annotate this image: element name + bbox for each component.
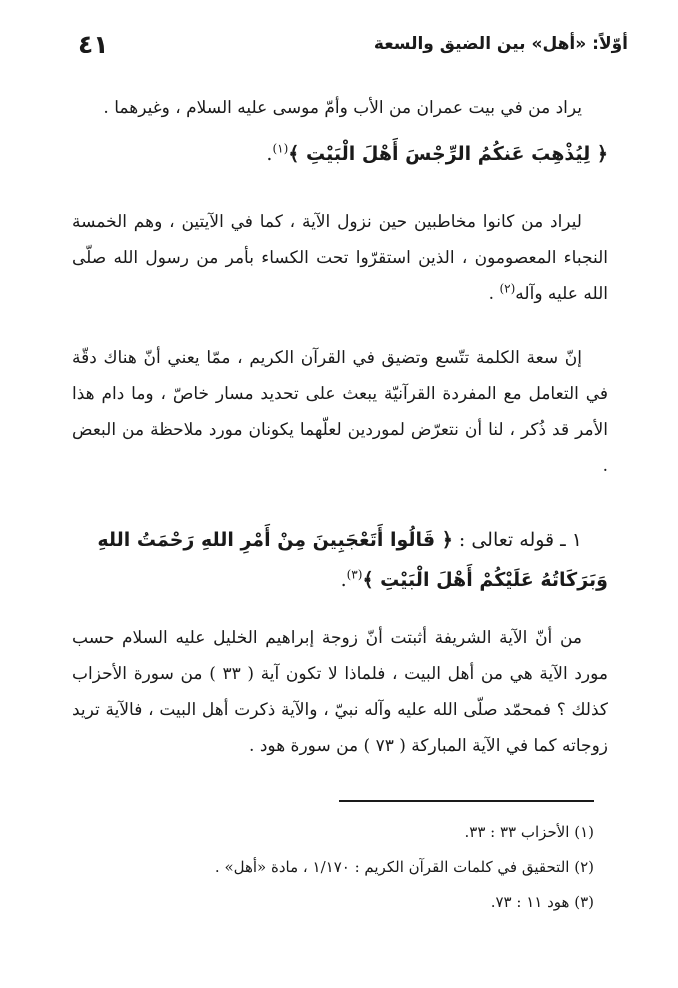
footnote-2 [72,853,594,881]
footnote-number: (١) [574,823,594,841]
footnote-ref-3: (٣) [346,567,363,582]
footnote-ref-1: (١) [272,141,289,156]
item-1: ١ ـ قوله تعالى : ﴿ قَالُوا أَتَعْجَبِينَ مِنْ أَمْرِ اللهِ رَحْمَتُ اللهِ وَبَرَكَاتُهُ عَلَيْكُمْ أَهْلَ الْبَيْتِ ﴾$^{(٣)}$. [97,529,608,591]
item-1-prefix: ١ ـ قوله تعالى : [458,529,582,551]
footnote-3 [72,888,594,916]
page-number: ٤١ [78,30,109,59]
footnote-text: هود ١١ : ٧٣. [490,893,570,911]
footnotes-list [72,818,594,923]
footnote-number: (٢) [574,858,594,876]
footnote-number: (٣) [574,893,594,911]
paragraph-2-text: ليراد من كانوا مخاطبين حين نزول الآية ، كما في الآيتين ، وهم الخمسة النجباء المعصومون ، الذين استقرّوا تحت الكساء بأمر من رسول الله صلّى الله عليه وآله [72,212,608,304]
verse-1: ﴿ لِيُذْهِبَ عَنكُمُ الرِّجْسَ أَهْلَ الْبَيْتِ ﴾ [288,143,608,165]
running-title: أوّلاً: «أهل» بين الضيق والسعة [373,34,628,54]
footnote-ref-2: (٢) [499,281,516,296]
footnote-separator [339,800,594,802]
footnote-text: الأحزاب ٣٣ : ٣٣. [464,823,570,841]
footnote-1 [72,818,594,846]
paragraph-4: من أنّ الآية الشريفة أثبتت أنّ زوجة إبراهيم الخليل عليه السلام حسب مورد الآية هي من أهل البيت ، فلماذا لا تكون آية ( ٣٣ ) من سورة الأحزاب كذلك ؟ فمحمّد صلّى الله عليه وآله نبيّ ، والآية ذكرت أهل البيت ، فالآية تريد زوجاته كما في الآية المباركة ( ٧٣ ) من سورة هود . [72,628,608,756]
paragraph-3: إنّ سعة الكلمة تتّسع وتضيق في القرآن الكريم ، ممّا يعني أنّ هناك دقّة في التعامل مع المفردة القرآنيّة يبعث على تحديد مسار خاصّ ، وما دام هذا الأمر قد ذُكر ، لنا أن نتعرّض لموردين لعلّهما يكونان مورد ملاحظة من البعض . [72,348,608,476]
verse-1-line: ﴿ لِيُذْهِبَ عَنكُمُ الرِّجْسَ أَهْلَ الْبَيْتِ ﴾$^{(١)}$. [266,141,608,165]
verse-2: ﴿ قَالُوا أَتَعْجَبِينَ مِنْ أَمْرِ اللهِ رَحْمَتُ اللهِ وَبَرَكَاتُهُ عَلَيْكُمْ أَهْلَ الْبَيْتِ ﴾ [97,529,608,591]
page-header [78,30,628,70]
paragraph-1: يراد من في بيت عمران من الأب وأمّ موسى عليه السلام ، وغيرهما . [103,98,582,118]
footnote-text: التحقيق في كلمات القرآن الكريم : ١/١٧٠ ، مادة «أهل» . [214,858,570,876]
paragraph-2: ليراد من كانوا مخاطبين حين نزول الآية ، كما في الآيتين ، وهم الخمسة النجباء المعصومون ، الذين استقرّوا تحت الكساء بأمر من رسول الله صلّى الله عليه وآله$^{(٢)}$ . [72,212,608,304]
